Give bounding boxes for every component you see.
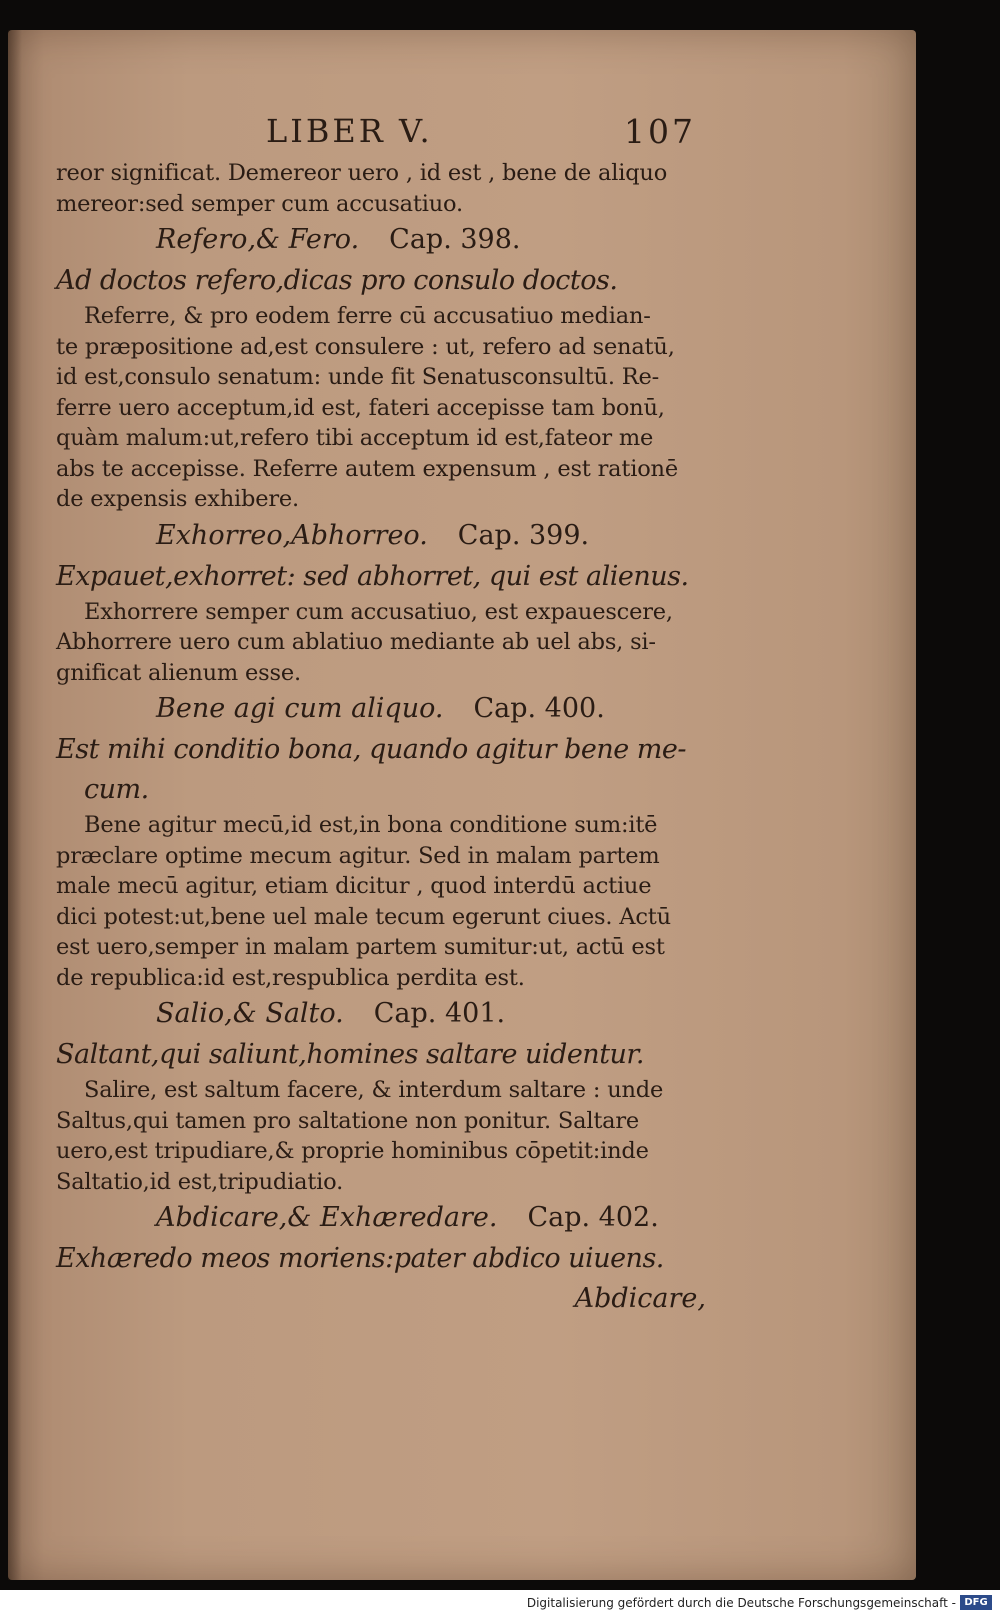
text-line: Exhorrere semper cum accusatiuo, est expauescere, <box>84 598 673 625</box>
text-line: Saltatio,id est,tripudiatio. <box>56 1168 344 1195</box>
text-line: Abhorrere uero cum ablatiuo mediante ab uel abs, si- <box>56 629 656 655</box>
text-line: Salire, est saltum facere, & interdum saltare : unde <box>84 1077 664 1103</box>
text-line: dici potest:ut,bene uel male tecum egerunt ciues. Actū <box>56 903 671 930</box>
text-line: est uero,semper in malam partem sumitur:ut, actū est <box>56 934 665 960</box>
text-line: ferre uero acceptum,id est, fateri accepisse tam bonū, <box>56 394 665 421</box>
text-line: de expensis exhibere. <box>56 486 299 512</box>
verse-line: Est mihi conditio bona, quando agitur bene me- <box>56 734 686 765</box>
text-line: præclare optime mecum agitur. Sed in malam partem <box>56 842 660 869</box>
verse-line: Exhæredo meos moriens:pater abdico uiuens. <box>56 1243 664 1274</box>
dfg-logo: DFG <box>960 1595 992 1610</box>
text-line: quàm malum:ut,refero tibi acceptum id est,fateor me <box>56 425 654 451</box>
chapter-heading <box>56 993 706 1035</box>
chapter-number: Cap. 400. <box>473 693 605 724</box>
book-page <box>8 30 916 1580</box>
page-number: 107 <box>624 112 696 151</box>
verse-line: cum. <box>84 774 149 805</box>
running-head <box>56 112 706 158</box>
text-line: reor significat. Demereor uero , id est , bene de aliquo <box>56 160 668 186</box>
text-line: id est,consulo senatum: unde fit Senatusconsultū. Re- <box>56 364 659 390</box>
chapter-heading <box>56 1197 706 1239</box>
chapter-heading <box>56 688 706 730</box>
chapter-title: Bene agi cum aliquo. <box>156 693 444 724</box>
verse-line: Expauet,exhorret: sed abhorret, qui est alienus. <box>56 560 689 592</box>
chapter-number: Cap. 401. <box>373 998 506 1029</box>
text-line: abs te accepisse. Referre autem expensum , est rationē <box>56 455 678 482</box>
footer-credit: Digitalisierung gefördert durch die Deutsche Forschungsgemeinschaft - <box>526 1596 956 1610</box>
text-line: male mecū agitur, etiam dicitur , quod interdū actiue <box>56 873 652 899</box>
text-block <box>56 112 706 1319</box>
chapter-number: Cap. 402. <box>527 1202 659 1233</box>
chapter-heading <box>56 219 706 261</box>
running-title: LIBER V. <box>266 112 433 150</box>
chapter-title: Exhorreo,Abhorreo. <box>156 519 428 551</box>
text-line: uero,est tripudiare,& proprie hominibus cōpetit:inde <box>56 1138 649 1164</box>
chapter-number: Cap. 399. <box>457 519 590 551</box>
body-text <box>56 158 706 1279</box>
text-line: mereor:sed semper cum accusatiuo. <box>56 190 463 217</box>
chapter-heading <box>56 515 706 557</box>
chapter-title: Refero,& Fero. <box>156 224 360 255</box>
verse-line: Saltant,qui saliunt,homines saltare uidentur. <box>56 1039 644 1070</box>
footer-bar <box>0 1590 1000 1618</box>
catchword: Abdicare, <box>574 1283 706 1314</box>
text-line: gnificat alienum esse. <box>56 659 301 686</box>
chapter-title: Abdicare,& Exhæredare. <box>156 1202 498 1233</box>
chapter-title: Salio,& Salto. <box>156 998 344 1029</box>
text-line: de republica:id est,respublica perdita est. <box>56 964 525 991</box>
text-line: Saltus,qui tamen pro saltatione non ponitur. Saltare <box>56 1107 640 1134</box>
chapter-number: Cap. 398. <box>389 224 521 255</box>
verse-line: Ad doctos refero,dicas pro consulo doctos. <box>56 265 618 296</box>
text-line: te præpositione ad,est consulere : ut, refero ad senatū, <box>56 333 675 360</box>
text-line: Bene agitur mecū,id est,in bona conditione sum:itē <box>84 812 658 838</box>
text-line: Referre, & pro eodem ferre cū accusatiuo median- <box>84 303 651 329</box>
